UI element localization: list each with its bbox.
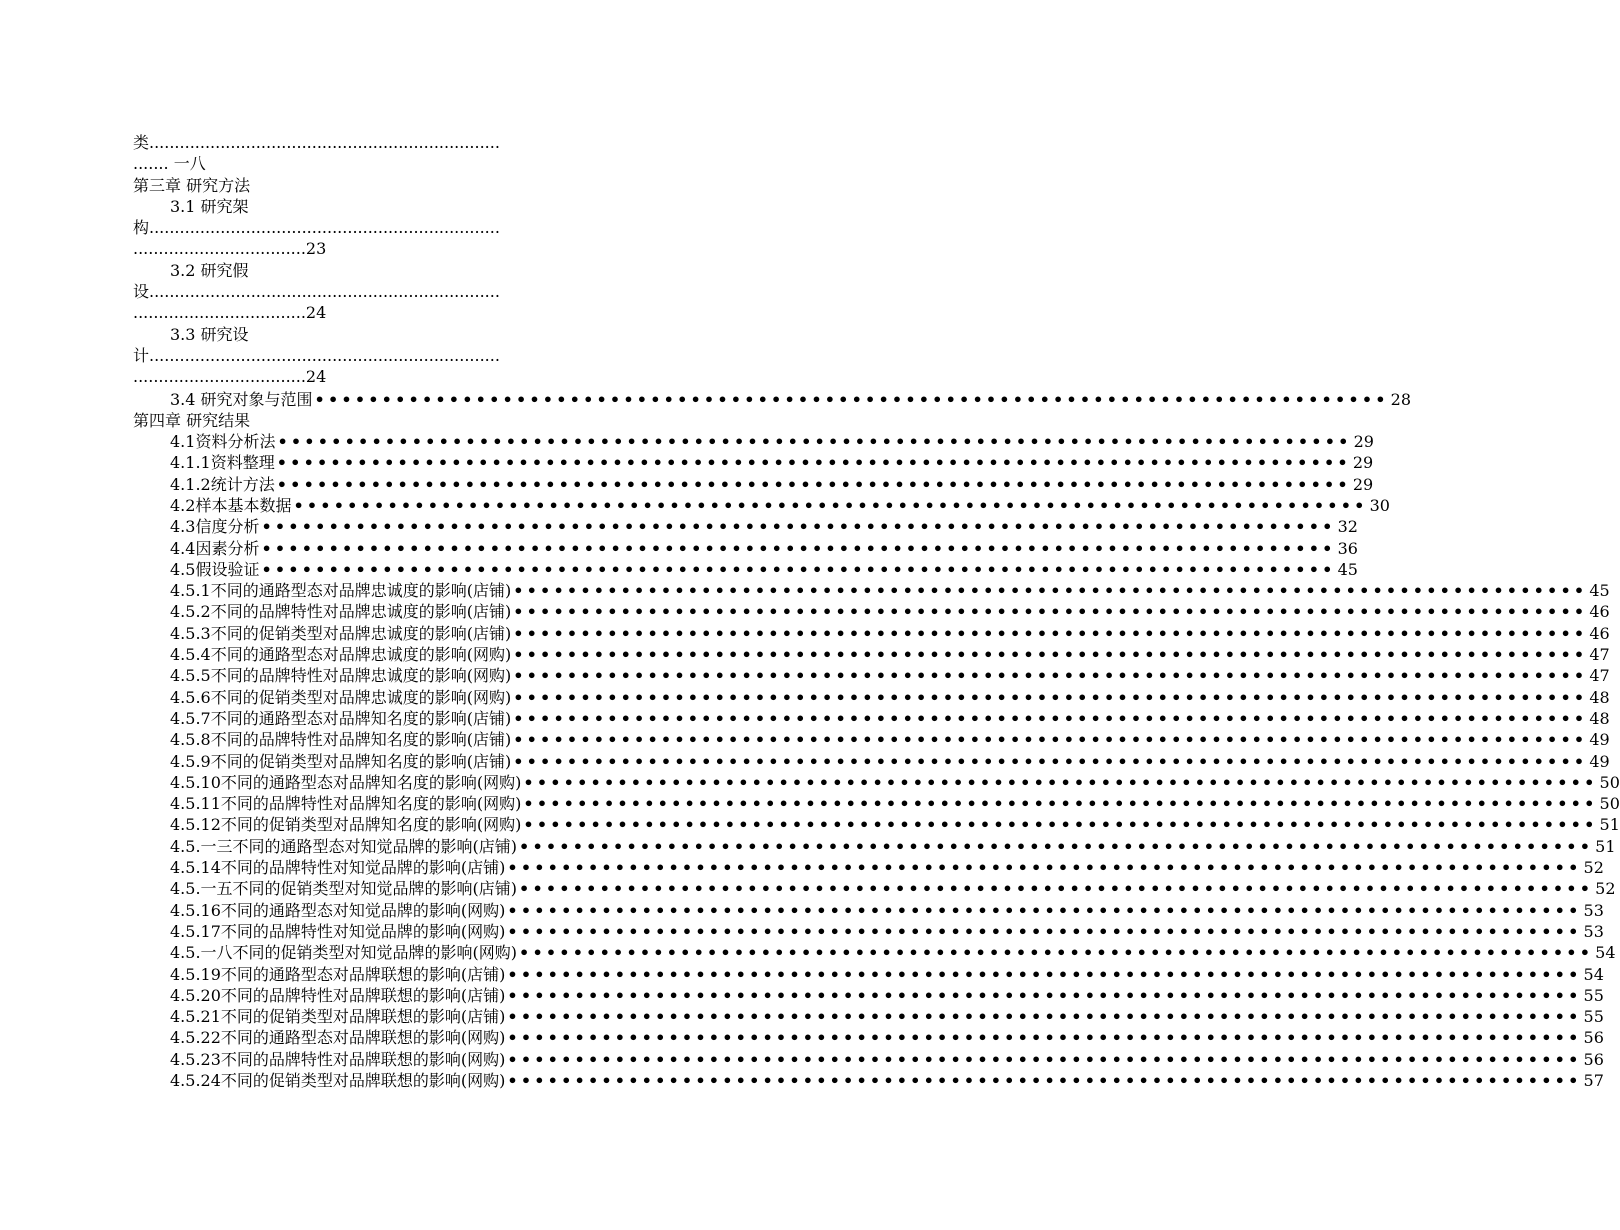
toc-entry (170, 1027, 1604, 1048)
toc-entry-title: 4.5.16不同的通路型态对知觉品牌的影响(网购) (170, 900, 506, 920)
toc-page-number: 47 (1589, 645, 1610, 664)
toc-leader-dots: •••••••••••••••••••••••••••••••••••••••••••••••••••••••••••••••••••••••••••••••• (507, 921, 1582, 941)
chapter-heading: 第三章 研究方法 (133, 176, 251, 195)
toc-leader-dots: •••••••••••••••••••••••••••••••••••••••••••••••••••••••••••••••••••••••••••••••• (513, 708, 1588, 728)
toc-entry (170, 687, 1610, 708)
toc-entry-title: 4.1.2统计方法 (170, 474, 275, 494)
toc-leader-dots: •••••••••••••••••••••••••••••••••••••••••••••••••••••••••••••••••••••••••••••••• (277, 432, 1352, 451)
toc-page-number: 51 (1595, 836, 1616, 856)
toc-entry (170, 1006, 1604, 1027)
toc-leader-dots: •••••••••••••••••••••••••••••••••••••••••••••••••••••••••••••••••••••••••••••••• (523, 772, 1598, 792)
toc-entry (170, 644, 1610, 665)
toc-page-number: 49 (1589, 751, 1610, 771)
toc-leader-dots: •••••••••••••••••••••••••••••••••••••••••••••••••••••••••••••••••••••••••••••••• (276, 453, 1351, 473)
toc-entry-title: 4.5.一八不同的促销类型对知觉品牌的影响(网购) (170, 943, 518, 963)
toc-page-number: 56 (1583, 1049, 1604, 1069)
toc-leader-dots: •••••••••••••••••••••••••••••••••••••••••••••••••••••••••••••••••••••••••••••••• (314, 390, 1389, 409)
toc-entry (170, 793, 1620, 814)
toc-entry (170, 623, 1610, 644)
toc-entry-title: 4.5.3不同的促销类型对品牌忠诚度的影响(店铺) (170, 623, 512, 643)
toc-leader-dots: •••••••••••••••••••••••••••••••••••••••••••••••••••••••••••••••••••••••••••••••• (261, 538, 1336, 558)
toc-entry (170, 580, 1610, 601)
toc-section-heading: 3.3 研究设 (170, 325, 249, 344)
toc-entry-title: 4.5.7不同的通路型态对品牌知名度的影响(店铺) (170, 708, 512, 728)
toc-entry-title: 4.5.20不同的品牌特性对品牌联想的影响(店铺) (170, 985, 506, 1005)
toc-wrapped-line: 类..................................................................... (133, 133, 500, 152)
toc-entry (170, 878, 1616, 899)
toc-entry-title: 4.5.14不同的品牌特性对知觉品牌的影响(店铺) (170, 858, 506, 877)
toc-page-number: 28 (1390, 390, 1412, 409)
toc-entry-title: 4.1资料分析法 (170, 432, 276, 451)
toc-wrapped-line: ....... 一八 (133, 154, 206, 173)
toc-entry (170, 495, 1390, 516)
toc-entry-title: 4.5.17不同的品牌特性对知觉品牌的影响(网购) (170, 921, 506, 941)
toc-entry (170, 729, 1610, 750)
toc-entry-title: 4.5.24不同的促销类型对品牌联想的影响(网购) (170, 1071, 506, 1090)
toc-entry (170, 559, 1358, 580)
toc-entry-title: 4.5.21不同的促销类型对品牌联想的影响(店铺) (170, 1007, 506, 1027)
toc-entry (170, 474, 1374, 495)
toc-page-number: 45 (1337, 559, 1358, 579)
toc-entry-title: 4.5.4不同的通路型态对品牌忠诚度的影响(网购) (170, 645, 512, 664)
toc-entry (170, 538, 1358, 559)
toc-entry-title: 4.5.10不同的通路型态对品牌知名度的影响(网购) (170, 772, 522, 792)
toc-entry-title: 3.4 研究对象与范围 (170, 390, 313, 409)
toc-entry-title: 4.3信度分析 (170, 517, 260, 537)
toc-page-number: 55 (1583, 985, 1604, 1005)
toc-page-number: 53 (1583, 921, 1604, 941)
toc-leader-dots: •••••••••••••••••••••••••••••••••••••••••••••••••••••••••••••••••••••••••••••••• (513, 602, 1588, 622)
toc-page-number: 48 (1589, 708, 1610, 728)
toc-page-number: 46 (1589, 602, 1610, 622)
toc-entry (170, 857, 1604, 878)
toc-leader-dots: •••••••••••••••••••••••••••••••••••••••••••••••••••••••••••••••••••••••••••••••• (513, 751, 1588, 771)
toc-page-number: 56 (1583, 1028, 1604, 1048)
toc-entry (170, 942, 1616, 963)
toc-entry-title: 4.5.一三不同的通路型态对知觉品牌的影响(店铺) (170, 836, 518, 856)
toc-page-number: 54 (1595, 943, 1616, 963)
toc-page-number: 29 (1352, 453, 1374, 473)
toc-leader-dots: •••••••••••••••••••••••••••••••••••••••••••••••••••••••••••••••••••••••••••••••• (513, 581, 1588, 601)
toc-entry (170, 708, 1610, 729)
toc-leader-dots: •••••••••••••••••••••••••••••••••••••••••••••••••••••••••••••••••••••••••••••••• (513, 645, 1588, 664)
chapter-heading: 第四章 研究结果 (133, 411, 251, 430)
toc-wrapped-line: 设..................................................................... (133, 282, 500, 301)
toc-page-number: 30 (1369, 495, 1390, 515)
toc-wrapped-line: 构..................................................................... (133, 218, 500, 237)
toc-page-number: 36 (1337, 538, 1358, 558)
toc-leader-dots: •••••••••••••••••••••••••••••••••••••••••••••••••••••••••••••••••••••••••••••••• (507, 1028, 1582, 1048)
toc-entry (170, 964, 1604, 985)
toc-entry-title: 4.5.23不同的品牌特性对品牌联想的影响(网购) (170, 1049, 506, 1069)
toc-page-number: 57 (1583, 1071, 1604, 1090)
toc-page-number: 48 (1589, 687, 1610, 707)
toc-entry-title: 4.5.19不同的通路型态对品牌联想的影响(店铺) (170, 964, 506, 984)
toc-entry-title: 4.5.9不同的促销类型对品牌知名度的影响(店铺) (170, 751, 512, 771)
toc-wrapped-line: ..................................23 (133, 239, 327, 258)
toc-entry-title: 4.5.8不同的品牌特性对品牌知名度的影响(店铺) (170, 730, 512, 750)
toc-leader-dots: •••••••••••••••••••••••••••••••••••••••••••••••••••••••••••••••••••••••••••••••• (513, 730, 1588, 750)
toc-entry (170, 431, 1374, 452)
toc-section-heading: 3.2 研究假 (170, 261, 249, 280)
toc-entry-title: 4.5.22不同的通路型态对品牌联想的影响(网购) (170, 1028, 506, 1048)
toc-leader-dots: •••••••••••••••••••••••••••••••••••••••••••••••••••••••••••••••••••••••••••••••• (261, 517, 1336, 537)
toc-leader-dots: •••••••••••••••••••••••••••••••••••••••••••••••••••••••••••••••••••••••••••••••• (507, 985, 1582, 1005)
toc-entry (170, 921, 1604, 942)
toc-wrapped-line: ..................................24 (133, 367, 327, 386)
toc-entry (170, 389, 1412, 410)
toc-page-number: 47 (1589, 666, 1610, 686)
toc-leader-dots: •••••••••••••••••••••••••••••••••••••••••••••••••••••••••••••••••••••••••••••••• (519, 943, 1594, 963)
toc-page-number: 53 (1583, 900, 1604, 920)
toc-entry-title: 4.5.5不同的品牌特性对品牌忠诚度的影响(网购) (170, 666, 512, 686)
toc-entry (170, 516, 1358, 537)
toc-leader-dots: •••••••••••••••••••••••••••••••••••••••••••••••••••••••••••••••••••••••••••••••• (507, 964, 1582, 984)
toc-leader-dots: •••••••••••••••••••••••••••••••••••••••••••••••••••••••••••••••••••••••••••••••• (513, 623, 1588, 643)
toc-leader-dots: •••••••••••••••••••••••••••••••••••••••••••••••••••••••••••••••••••••••••••••••• (261, 559, 1336, 579)
toc-entry-title: 4.5.2不同的品牌特性对品牌忠诚度的影响(店铺) (170, 602, 512, 622)
toc-leader-dots: •••••••••••••••••••••••••••••••••••••••••••••••••••••••••••••••••••••••••••••••• (513, 687, 1588, 707)
toc-page-number: 54 (1583, 964, 1604, 984)
toc-entry (170, 601, 1610, 622)
toc-entry-title: 4.1.1资料整理 (170, 453, 275, 473)
toc-entry (170, 665, 1610, 686)
toc-entry-title: 4.5.12不同的促销类型对品牌知名度的影响(网购) (170, 815, 522, 835)
toc-page-number: 29 (1353, 432, 1374, 451)
toc-page-number: 52 (1583, 858, 1604, 877)
toc-entry-title: 4.5假设验证 (170, 559, 260, 579)
toc-entry-title: 4.5.1不同的通路型态对品牌忠诚度的影响(店铺) (170, 581, 512, 601)
toc-leader-dots: •••••••••••••••••••••••••••••••••••••••••••••••••••••••••••••••••••••••••••••••• (507, 1071, 1582, 1090)
toc-leader-dots: •••••••••••••••••••••••••••••••••••••••••••••••••••••••••••••••••••••••••••••••• (507, 1007, 1582, 1027)
toc-entry-title: 4.4因素分析 (170, 538, 260, 558)
toc-wrapped-line: ..................................24 (133, 303, 327, 322)
toc-page-number: 45 (1589, 581, 1610, 601)
toc-page-number: 46 (1589, 623, 1610, 643)
toc-page-number: 29 (1352, 474, 1374, 494)
toc-leader-dots: •••••••••••••••••••••••••••••••••••••••••••••••••••••••••••••••••••••••••••••••• (523, 815, 1598, 835)
toc-leader-dots: •••••••••••••••••••••••••••••••••••••••••••••••••••••••••••••••••••••••••••••••• (523, 794, 1598, 814)
toc-entry (170, 836, 1616, 857)
toc-page-number: 55 (1583, 1007, 1604, 1027)
toc-leader-dots: •••••••••••••••••••••••••••••••••••••••••••••••••••••••••••••••••••••••••••••••• (507, 858, 1582, 877)
toc-entry (170, 900, 1604, 921)
toc-entry (170, 772, 1620, 793)
toc-leader-dots: •••••••••••••••••••••••••••••••••••••••••••••••••••••••••••••••••••••••••••••••• (293, 495, 1368, 515)
toc-page-number: 32 (1337, 517, 1358, 537)
toc-entry-title: 4.2样本基本数据 (170, 495, 292, 515)
toc-page-number: 50 (1599, 772, 1620, 792)
toc-entry (170, 814, 1620, 835)
toc-page-number: 51 (1599, 815, 1620, 835)
toc-leader-dots: •••••••••••••••••••••••••••••••••••••••••••••••••••••••••••••••••••••••••••••••• (513, 666, 1588, 686)
toc-leader-dots: •••••••••••••••••••••••••••••••••••••••••••••••••••••••••••••••••••••••••••••••• (507, 1049, 1582, 1069)
toc-entry-title: 4.5.11不同的品牌特性对品牌知名度的影响(网购) (170, 794, 522, 814)
toc-page-number: 49 (1589, 730, 1610, 750)
toc-wrapped-line: 计..................................................................... (133, 346, 500, 365)
toc-entry (170, 985, 1604, 1006)
toc-leader-dots: •••••••••••••••••••••••••••••••••••••••••••••••••••••••••••••••••••••••••••••••• (519, 836, 1594, 856)
toc-entry (170, 1049, 1604, 1070)
toc-section-heading: 3.1 研究架 (170, 197, 249, 216)
toc-entry-title: 4.5.一五不同的促销类型对知觉品牌的影响(店铺) (170, 879, 518, 899)
toc-entry-title: 4.5.6不同的促销类型对品牌忠诚度的影响(网购) (170, 687, 512, 707)
toc-entry (170, 751, 1610, 772)
toc-entry (170, 452, 1374, 473)
toc-page-number: 52 (1595, 879, 1616, 899)
toc-entry (170, 1070, 1604, 1091)
toc-leader-dots: •••••••••••••••••••••••••••••••••••••••••••••••••••••••••••••••••••••••••••••••• (519, 879, 1594, 899)
toc-leader-dots: •••••••••••••••••••••••••••••••••••••••••••••••••••••••••••••••••••••••••••••••• (507, 900, 1582, 920)
toc-page-number: 50 (1599, 794, 1620, 814)
toc-leader-dots: •••••••••••••••••••••••••••••••••••••••••••••••••••••••••••••••••••••••••••••••• (276, 474, 1351, 494)
